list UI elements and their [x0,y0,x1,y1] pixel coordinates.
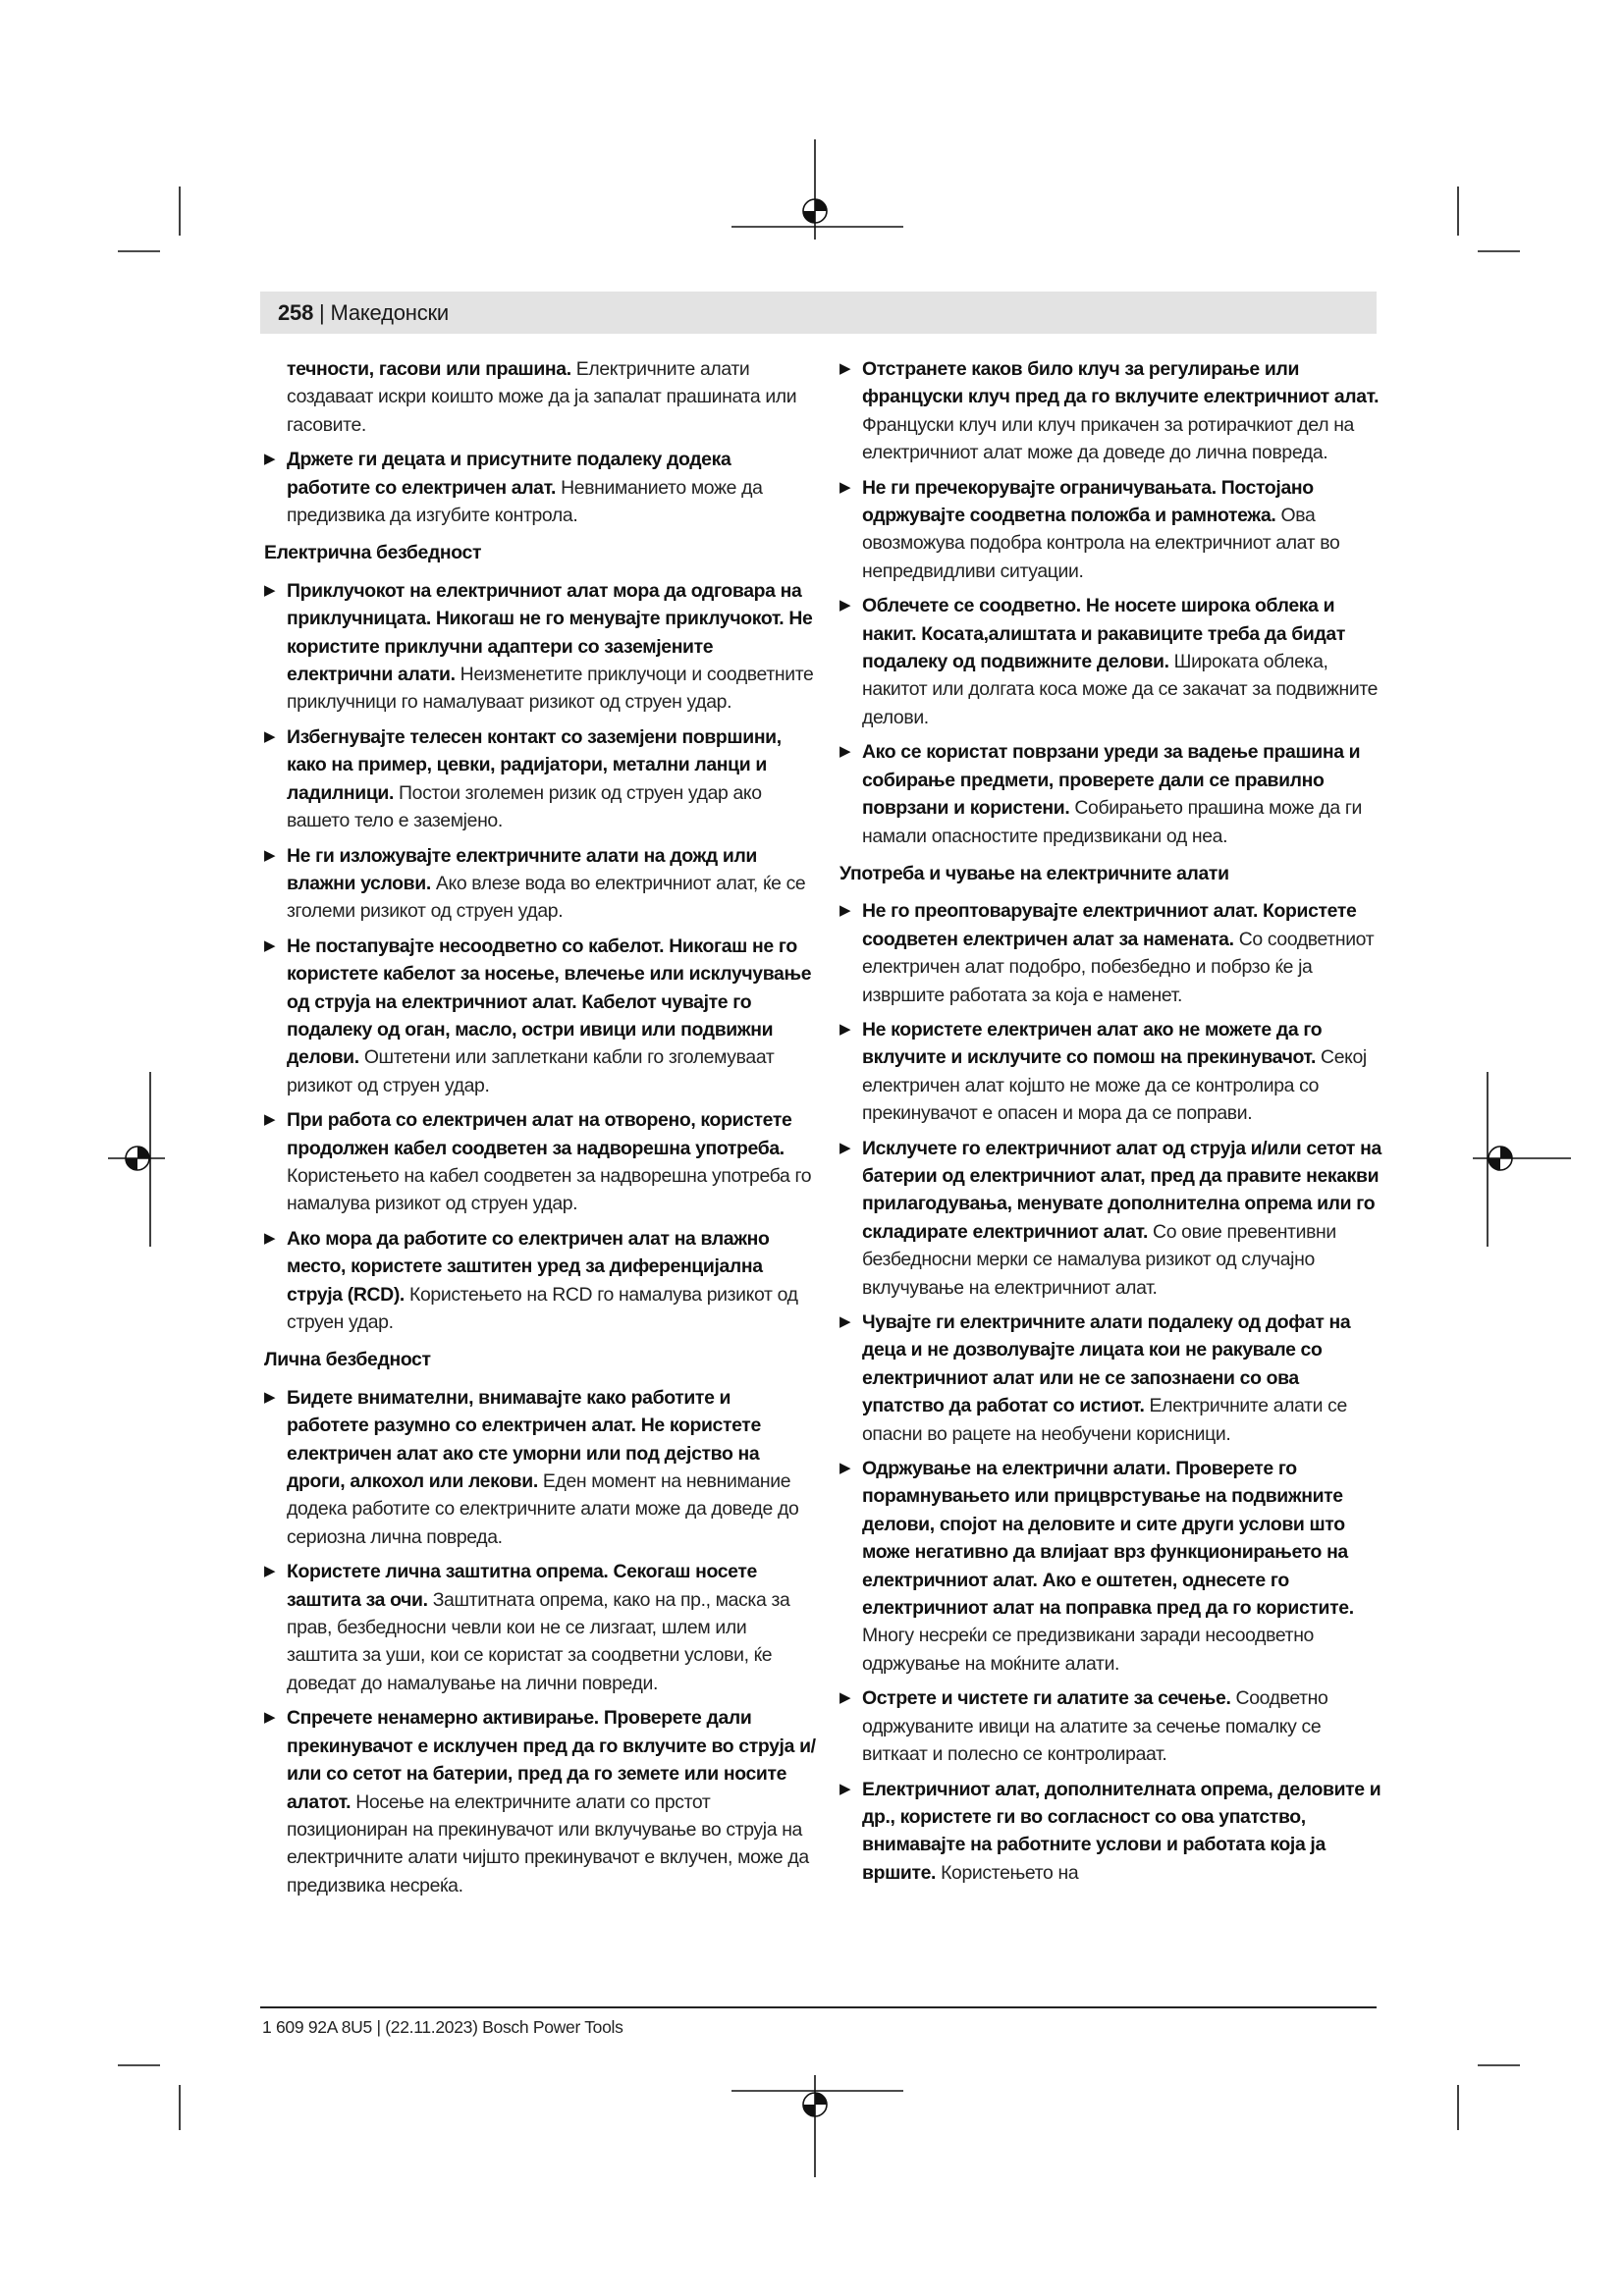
list-item [839,355,1385,467]
section-heading-tool-use-care: Употреба и чување на електричните алати [839,862,1229,884]
crosshair-registration-icon [731,139,903,240]
item-text: Соодветно одржуваните ивици на алатите за сечење помалку се виткаат и полесно се контролираат. [862,1687,1328,1766]
item-bold-text: Острете и чистете ги алатите за сечење. [862,1687,1231,1710]
item-text: Широката облека, накитот или долгата коса може да се закачат за подвижните делови. [862,651,1379,728]
list-item [264,933,816,1099]
item-text: Француски клуч или клуч прикачен за ротирачкиот дел на електричниот алат може да доведе до лична повреда. [862,413,1354,464]
triangle-bullet-icon: ▶ [839,902,851,920]
triangle-bullet-icon: ▶ [839,1139,851,1156]
list-item [264,842,816,926]
list-item [264,1704,816,1899]
right-top-items [839,355,1385,850]
triangle-bullet-icon: ▶ [839,1020,851,1038]
tool-use-care-items [839,897,1385,1887]
item-bold-text: Ако се користат поврзани уреди за вадење прашина и собирање предмети, проверете дали се правилно поврзани и користени. [862,741,1361,820]
list-item [264,1558,816,1697]
right-column [839,355,1385,1894]
triangle-bullet-icon: ▶ [264,936,276,954]
list-item [264,1225,816,1337]
crosshair-registration-icon [731,2075,903,2177]
page-number: 258 [278,300,314,325]
triangle-bullet-icon: ▶ [839,597,851,614]
page-header [278,298,449,328]
crosshair-registration-icon [108,1072,165,1247]
triangle-bullet-icon: ▶ [264,1563,276,1580]
list-item [264,1106,816,1218]
item-text: Еден момент на невнимание додека работите со електричните алати може да доведе до сериозна лична повреда. [287,1470,799,1548]
triangle-bullet-icon: ▶ [839,743,851,761]
page-footer: 1 609 92A 8U5 | (22.11.2023) Bosch Power Tools [262,2017,623,2037]
item-text: Невниманието може да предизвика да изгубите контрола. [287,476,763,527]
list-item [264,577,816,717]
item-bold-text: Приклучокот на електричниот алат мора да одговара на приклучницата. Никогаш не го менувајте приклучокот. Не користите приклучни адаптери со заземјените електрични алати. [287,579,813,686]
item-bold-text: Користете лична заштитна опрема. Секогаш носете заштита за очи. [287,1561,757,1611]
item-text: Постои зголемен ризик од струен удар ако вашето тело е заземјено. [287,781,762,832]
triangle-bullet-icon: ▶ [264,1388,276,1406]
item-bold-text: Бидете внимателни, внимавајте како работите и работете разумно со електричен алат. Не користете електричен алат ако сте уморни или под дејство на дроги, алкохол или лекови. [287,1386,761,1493]
triangle-bullet-icon: ▶ [839,1780,851,1797]
item-text: Носење на електричните алати со прстот позициониран на прекинувачот или вклучување во струја на електричните алати чијшто прекинувачот е вклучен, може да предизвика несреќа. [287,1790,809,1896]
triangle-bullet-icon: ▶ [839,1313,851,1330]
item-bold-text: Држете ги децата и присутните подалеку додека работите со електричен алат. [287,449,731,499]
item-bold-text: Не користете електричен алат ако не можете да го вклучите и исклучите со помош на прекинувачот. [862,1018,1323,1069]
item-text: Собирањето прашина може да ги намали опасностите предизвикани од неа. [862,797,1363,847]
item-text: Неизменетите приклучоци и соодветните приклучници го намалуваат ризикот од струен удар. [287,664,814,714]
item-text: Секој електричен алат којшто не може да се контролира со прекинувачот е опасен и мора да се поправи. [862,1046,1367,1125]
triangle-bullet-icon: ▶ [264,581,276,599]
triangle-bullet-icon: ▶ [839,1689,851,1707]
triangle-bullet-icon: ▶ [264,727,276,745]
list-item [839,1016,1385,1128]
item-text: Оштетени или заплеткани кабли го зголемуваат ризикот од струен удар. [287,1046,775,1096]
list-item [264,446,816,529]
footer-rule [260,2006,1377,2008]
list-item [839,1135,1385,1302]
item-text: Заштитната опрема, како на пр., маска за прав, безбедносни чевли кои не се лизгаат, шлем или заштита за уши, кои се користат за соодветни услови, ќе доведат до намалување на лични повреди. [287,1588,790,1694]
item-text: Електричните алати се опасни во рацете на необучени корисници. [862,1395,1347,1445]
item-bold-text: Избегнувајте телесен контакт со заземјени површини, како на пример, цевки, радијатори, метални ланци и ладилници. [287,725,782,804]
triangle-bullet-icon: ▶ [839,1460,851,1477]
list-item [839,1308,1385,1448]
electrical-safety-items [264,577,816,1337]
item-text: Ако влезе вода во електричниот алат, ќе се зголеми ризикот од струен удар. [287,872,806,923]
triangle-bullet-icon: ▶ [264,1229,276,1247]
item-bold-text: Отстранете каков било клуч за регулирање или француски клуч пред да го вклучите електричниот алат. [862,358,1380,408]
triangle-bullet-icon: ▶ [264,846,276,864]
left-column [264,355,816,1906]
item-bold-text: Не го преоптоварувајте електричниот алат. Користете соодветен електричен алат за намената. [862,900,1357,950]
triangle-bullet-icon: ▶ [264,1709,276,1727]
triangle-bullet-icon: ▶ [264,1111,276,1129]
item-bold-text: Не ги изложувајте електричните алати на дожд или влажни услови. [287,844,757,894]
item-text: Користењето на кабел соодветен за надворешна употреба го намалува ризикот од струен удар. [287,1164,812,1215]
item-bold-text: Одржување на електрични алати. Проверете го порамнувањето или прицврстување на подвижните делови, спојот на деловите и сите други услови што може негативно да влијаат врз функционирањето на електричниот алат. Ако е оштетен, однесете го електричниот алат на поправка пред да го користите. [862,1458,1354,1620]
intro-paragraph [264,355,816,439]
item-text: Ова овозможува подобра контрола на електричниот алат во непредвидливи ситуации. [862,505,1340,582]
list-item [839,897,1385,1009]
item-bold-text: Не ги пречекорувајте ограничувањата. Постојано одржувајте соодветна положба и рамнотежа. [862,476,1314,527]
item-bold-text: Ако мора да работите со електричен алат на влажно место, користете заштитен уред за диференцијална струја (RCD). [287,1227,770,1306]
item-text: Многу несреќи се предизвикани заради несоодветно одржување на моќните алати. [862,1625,1314,1675]
list-item [839,1684,1385,1768]
list-item [839,474,1385,586]
list-item [839,592,1385,731]
item-text: Користењето на RCD го намалува ризикот од струен удар. [287,1283,798,1333]
item-text: Со соодветниот електричен алат подобро, побезбедно и побрзо ќе ја извршите работата за која е наменет. [862,928,1375,1006]
header-separator: | [313,300,331,325]
crosshair-registration-icon [1473,1072,1571,1247]
list-item [839,1776,1385,1888]
header-language: Македонски [330,300,450,325]
triangle-bullet-icon: ▶ [839,478,851,496]
intro-bold: течности, гасови или прашина. [287,358,571,380]
item-bold-text: Исклучете го електричниот алат од струја и/или сетот на батерии од електричниот алат, пред да правите некакви прилагодувања, менувате дополнителна опрема или го складирате електричниот алат. [862,1137,1381,1243]
personal-safety-items [264,1384,816,1899]
list-item [264,723,816,835]
item-bold-text: Електричниот алат, дополнителната опрема, деловите и др., користете ги во согласност со ова упатство, внимавајте на работните услови и работата која ја вршите. [862,1778,1381,1884]
section-heading-personal-safety: Лична безбедност [264,1349,431,1371]
triangle-bullet-icon: ▶ [264,451,276,468]
item-bold-text: Не постапувајте несоодветно со кабелот. Никогаш не го користете кабелот за носење, влечење или исклучување од струја на електричниот алат. Кабелот чувајте го подалеку од оган, масло, остри ивици или подвижни делови. [287,934,812,1069]
list-item [264,1384,816,1551]
left-top-items [264,446,816,529]
item-bold-text: Чувајте ги електричните алати подалеку од дофат на деца и не дозволувајте лицата кои не ракувале со електричниот алат или не се запознаени со ова упатство да работат со истиот. [862,1311,1351,1417]
item-bold-text: При работа со електричен алат на отворено, користете продолжен кабел соодветен за надворешна употреба. [287,1109,792,1159]
triangle-bullet-icon: ▶ [839,360,851,377]
item-bold-text: Спречете ненамерно активирање. Проверете дали прекинувачот е исклучен пред да го вклучите во струја и/или со сетот на батерии, пред да го земете или носите алатот. [287,1707,816,1813]
list-item [839,1455,1385,1678]
intro-text: Електричните алати создаваат искри коишто може да ја запалат прашината или гасовите. [287,358,797,436]
list-item [839,738,1385,850]
item-bold-text: Облечете се соодветно. Не носете широка облека и накит. Косата,алиштата и ракавиците треба да бидат подалеку од подвижните делови. [862,595,1345,673]
item-text: Користењето на [936,1861,1079,1884]
section-heading-electrical-safety: Електрична безбедност [264,542,482,564]
item-text: Со овие превентивни безбедносни мерки се намалува ризикот од случајно вклучување на електричниот алат. [862,1220,1336,1299]
